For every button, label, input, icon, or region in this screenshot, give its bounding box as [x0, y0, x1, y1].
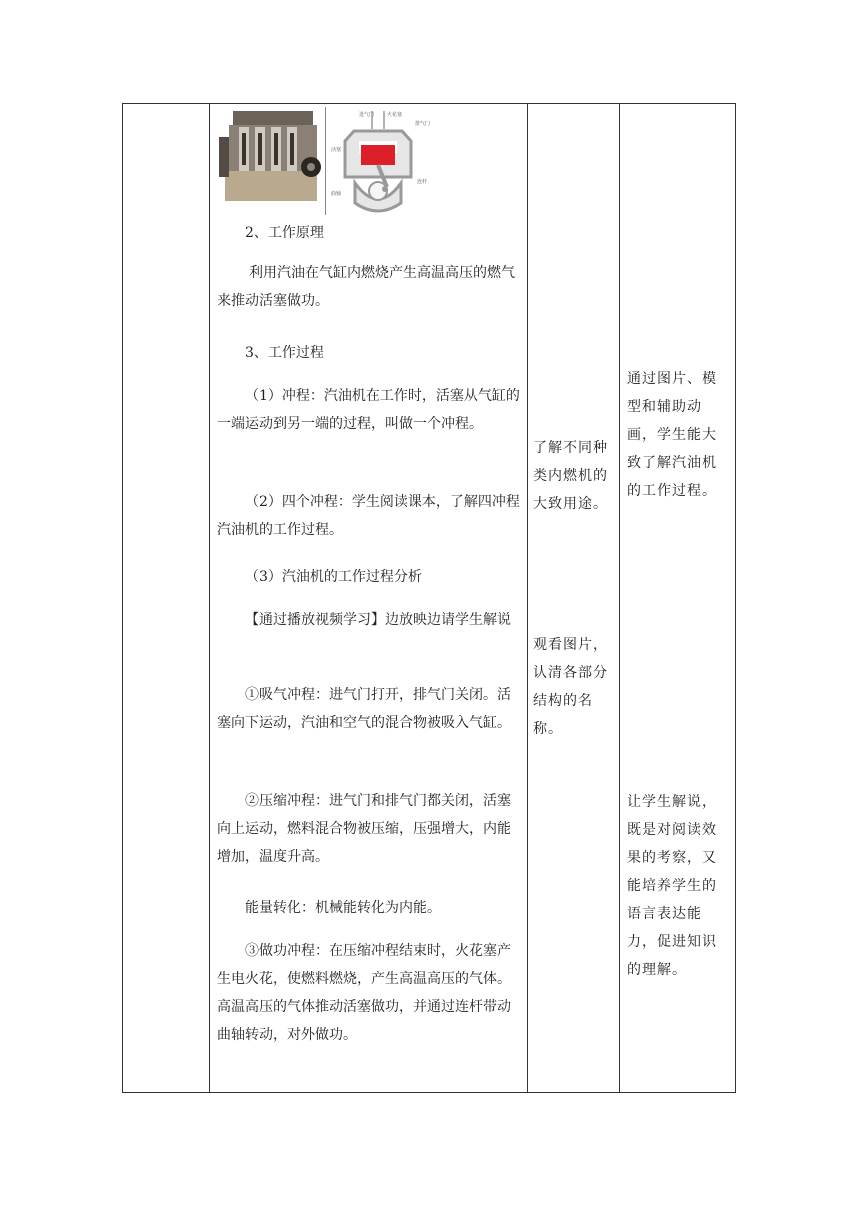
- principle-text: 利用汽油在气缸内燃烧产生高温高压的燃气来推动活塞做功。: [217, 265, 515, 309]
- diagram-label: 曲轴: [331, 191, 342, 197]
- uses-text: 了解不同种类内燃机的大致用途。: [533, 440, 608, 512]
- diagram-label: 活塞: [331, 147, 342, 153]
- four-strokes-text: （2）四个冲程：学生阅读课本，了解四冲程汽油机的工作过程。: [217, 494, 520, 538]
- observe-text: 观看图片，认清各部分结构的名称。: [533, 637, 608, 737]
- image-divider: [325, 107, 326, 215]
- student-activity-cell: [527, 104, 619, 1092]
- diagram-label: 排气门: [415, 121, 431, 127]
- diagram-label: 连杆: [417, 179, 428, 185]
- heading-process: 3、工作过程: [245, 345, 324, 361]
- explain-purpose-text: 让学生解说，既是对阅读效果的考察，又能培养学生的语言表达能力，促进知识的理解。: [627, 794, 717, 978]
- video-learning-text: 【通过播放视频学习】边放映边请学生解说: [245, 612, 511, 628]
- process-analysis-heading: （3）汽油机的工作过程分析: [245, 569, 422, 585]
- through-images-text: 通过图片、模型和辅助动画，学生能大致了解汽油机的工作过程。: [627, 371, 717, 499]
- engine-photo: [219, 107, 323, 207]
- energy-conversion-text: 能量转化：机械能转化为内能。: [245, 900, 441, 916]
- heading-principle: 2、工作原理: [245, 225, 324, 241]
- cylinder-diagram: [329, 107, 437, 215]
- diagram-label: 进气门: [359, 112, 375, 118]
- intake-stroke-text: ①吸气冲程：进气门打开，排气门关闭。活塞向下运动，汽油和空气的混合物被吸入气缸。: [217, 687, 511, 731]
- design-intent-cell: [619, 104, 737, 1092]
- stroke-definition: （1）冲程：汽油机在工作时，活塞从气缸的一端运动到另一端的过程，叫做一个冲程。: [217, 388, 520, 432]
- compression-stroke-text: ②压缩冲程：进气门和排气门都关闭，活塞向上运动，燃料混合物被压缩，压强增大，内能增加，温度升高。: [217, 793, 511, 865]
- teaching-content-cell: [209, 104, 527, 1092]
- diagram-label: 火花塞: [387, 112, 403, 118]
- power-stroke-text: ③做功冲程：在压缩冲程结束时，火花塞产生电火花，使燃料燃烧，产生高温高压的气体。高温高压的气体推动活塞做功，并通过连杆带动曲轴转动，对外做功。: [217, 943, 511, 1043]
- lesson-table: [122, 103, 736, 1093]
